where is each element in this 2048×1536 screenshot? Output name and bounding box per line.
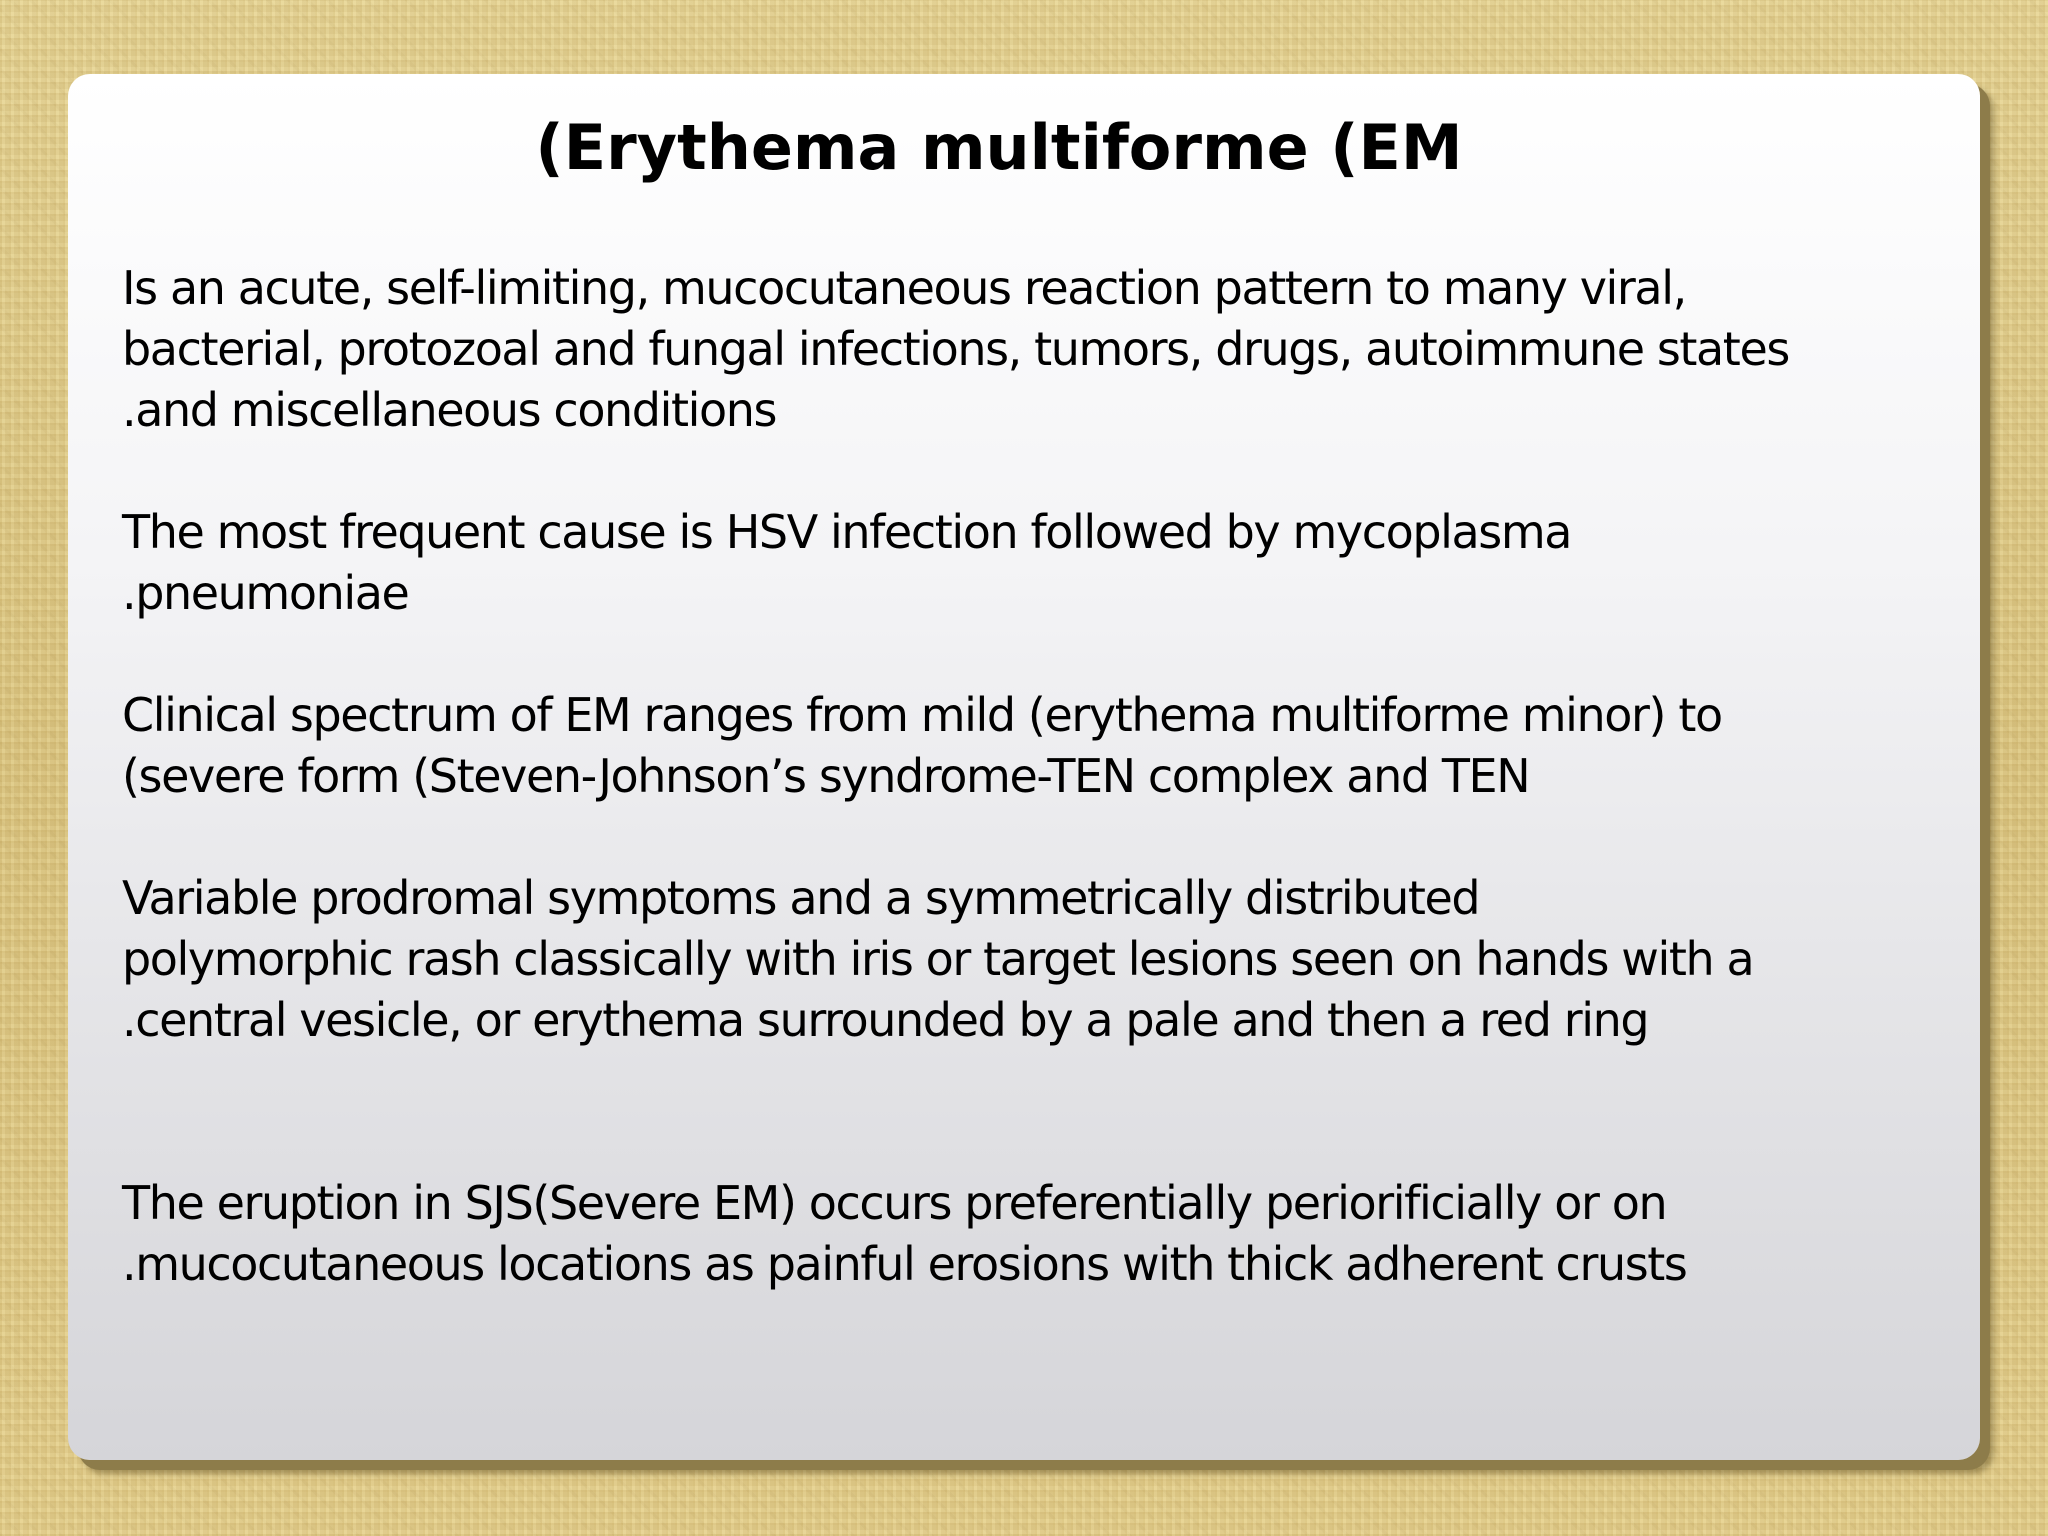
slide-body: [122, 258, 1912, 1295]
paragraph-definition: Is an acute, self-limiting, mucocutaneous reaction pattern to many viral, bacterial, protozoal and fungal infections, tumors, drugs, autoimmune states .and miscellaneous conditions: [122, 261, 1789, 437]
paragraph-clinical-spectrum: Clinical spectrum of EM ranges from mild (erythema multiforme minor) to (severe form (Steven-Johnson’s syndrome-TEN complex and TEN: [122, 688, 1722, 803]
paragraph-spacer: [122, 441, 1912, 502]
paragraph-spacer: [122, 624, 1912, 685]
paragraph-spacer: [122, 1051, 1912, 1173]
paragraph-spacer: [122, 807, 1912, 868]
slide-title: (Erythema multiforme (EM: [535, 111, 1463, 184]
paragraph-sjs-eruption: The eruption in SJS(Severe EM) occurs preferentially periorificially or on .mucocutaneous locations as painful erosions with thick adherent crusts: [122, 1176, 1687, 1291]
paragraph-causes: The most frequent cause is HSV infection followed by mycoplasma .pneumoniae: [122, 505, 1572, 620]
paragraph-symptoms: Variable prodromal symptoms and a symmetrically distributed polymorphic rash classically with iris or target lesions seen on hands with a .central vesicle, or erythema surrounded by a pale and then a red ring: [122, 871, 1754, 1047]
